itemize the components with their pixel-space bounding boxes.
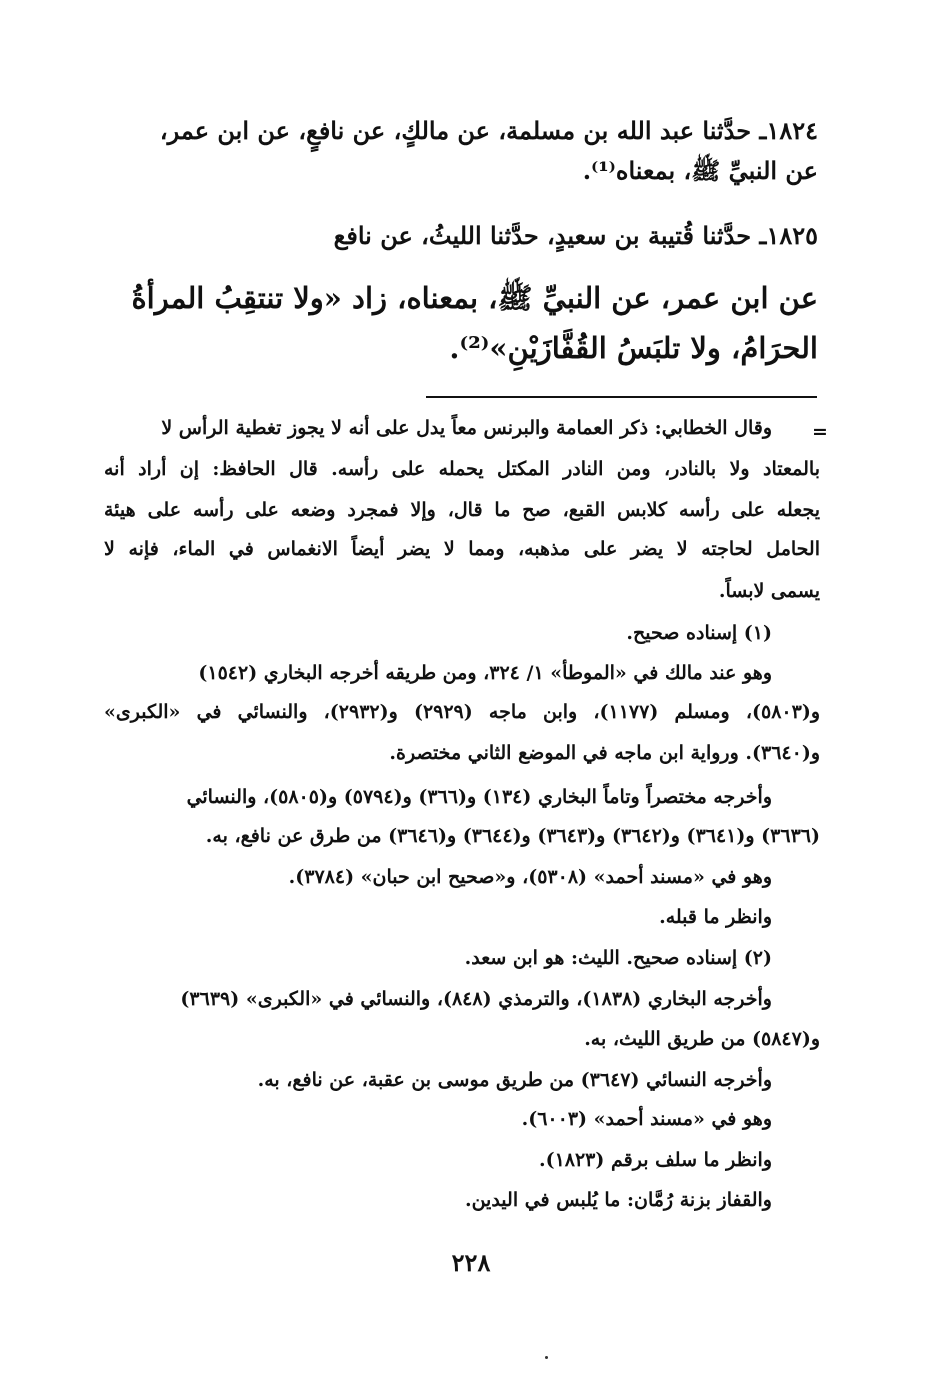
footnote-2-line-2: وأخرجه البخاري (١٨٣٨)، والترمذي (٨٤٨)، والنسائي في «الكبرى» (٣٦٣٩) (180, 988, 772, 1010)
footnote-1-line-8: وانظر ما قبله. (659, 906, 772, 928)
footnote-1-line-5: وأخرجه مختصراً وتاماً البخاري (١٣٤) و(٣٦٦) و(٥٧٩٤) و(٥٨٠٥)، والنسائي (186, 786, 772, 808)
hadith-1824-line-1: ١٨٢٤ـ حدَّثنا عبد الله بن مسلمة، عن مالكٍ، عن نافعٍ، عن ابن عمر، (159, 116, 818, 145)
footnote-cont-line-3: يجعله على رأسه كلابس القبع، صح ما قال، وإلا فمجرد وضعه على رأسه على هيئة (104, 499, 820, 521)
footnote-cont-line-4: الحامل لحاجته لا يضر على مذهبه، ومما لا يضر أيضاً الانغماس في الماء، فإنه لا (104, 538, 820, 560)
footnote-cont-line-1: وقال الخطابي: ذكر العمامة والبرنس معاً يدل على أنه لا يجوز تغطية الرأس لا (161, 417, 772, 439)
footnote-2-line-4: وأخرجه النسائي (٣٦٤٧) من طريق موسى بن عقبة، عن نافع، به. (257, 1069, 772, 1091)
hadith-1825-line-1: ١٨٢٥ـ حدَّثنا قُتيبة بن سعيدٍ، حدَّثنا الليثُ، عن نافع (333, 221, 818, 250)
hadith-1825-line-3: الحرَامُ، ولا تلبَسُ القُفَّازَيْنِ»⁽²⁾. (449, 331, 818, 365)
footnote-cont-line-5: يسمى لابساً. (718, 580, 820, 602)
footnote-1-line-2: وهو عند مالك في «الموطأ» ١/ ٣٢٤، ومن طريقه أخرجه البخاري (١٥٤٢) (198, 662, 772, 684)
footnote-2-line-7: والقفاز بزنة رُمَّان: ما يُلبس في اليدين. (464, 1189, 772, 1211)
footnote-1-line-3: و(٥٨٠٣)، ومسلم (١١٧٧)، وابن ماجه (٢٩٢٩) و(٢٩٣٢)، والنسائي في «الكبرى» (104, 701, 820, 723)
footnote-2-line-1: (٢) إسناده صحيح. الليث: هو ابن سعد. (464, 947, 772, 969)
footnote-cont-line-2: بالمعتاد ولا بالنادر، ومن النادر المكتل يحمله على رأسه. قال الحافظ: إن أراد أنه (104, 458, 820, 480)
scan-speck (545, 1356, 548, 1359)
footnote-1-line-1: (١) إسناده صحيح. (626, 622, 772, 644)
hadith-1824-line-2: عن النبيِّ ﷺ، بمعناه⁽¹⁾. (582, 156, 818, 185)
footnote-1-line-6: (٣٦٣٦) و(٣٦٤١) و(٣٦٤٢) و(٣٦٤٣) و(٣٦٤٤) و(٣٦٤٦) من طرق عن نافع، به. (205, 825, 820, 847)
footnote-1-line-7: وهو في «مسند أحمد» (٥٣٠٨)، و«صحيح ابن حبان» (٣٧٨٤). (288, 866, 772, 888)
footnote-2-line-3: و(٥٨٤٧) من طريق الليث، به. (584, 1028, 820, 1050)
hadith-1825-line-2: عن ابن عمر، عن النبيِّ ﷺ، بمعناه، زاد «ولا تنتقِبُ المرأةُ (131, 281, 818, 315)
footnote-2-line-6: وانظر ما سلف برقم (١٨٢٣). (538, 1149, 772, 1171)
footnote-divider (426, 396, 817, 398)
footnote-2-line-5: وهو في «مسند أحمد» (٦٠٠٣). (521, 1108, 772, 1130)
footnote-1-line-4: و(٣٦٤٠). ورواية ابن ماجه في الموضع الثاني مختصرة. (389, 742, 820, 764)
page-number: ٢٢٨ (451, 1248, 491, 1277)
continuation-mark: = (812, 421, 828, 443)
